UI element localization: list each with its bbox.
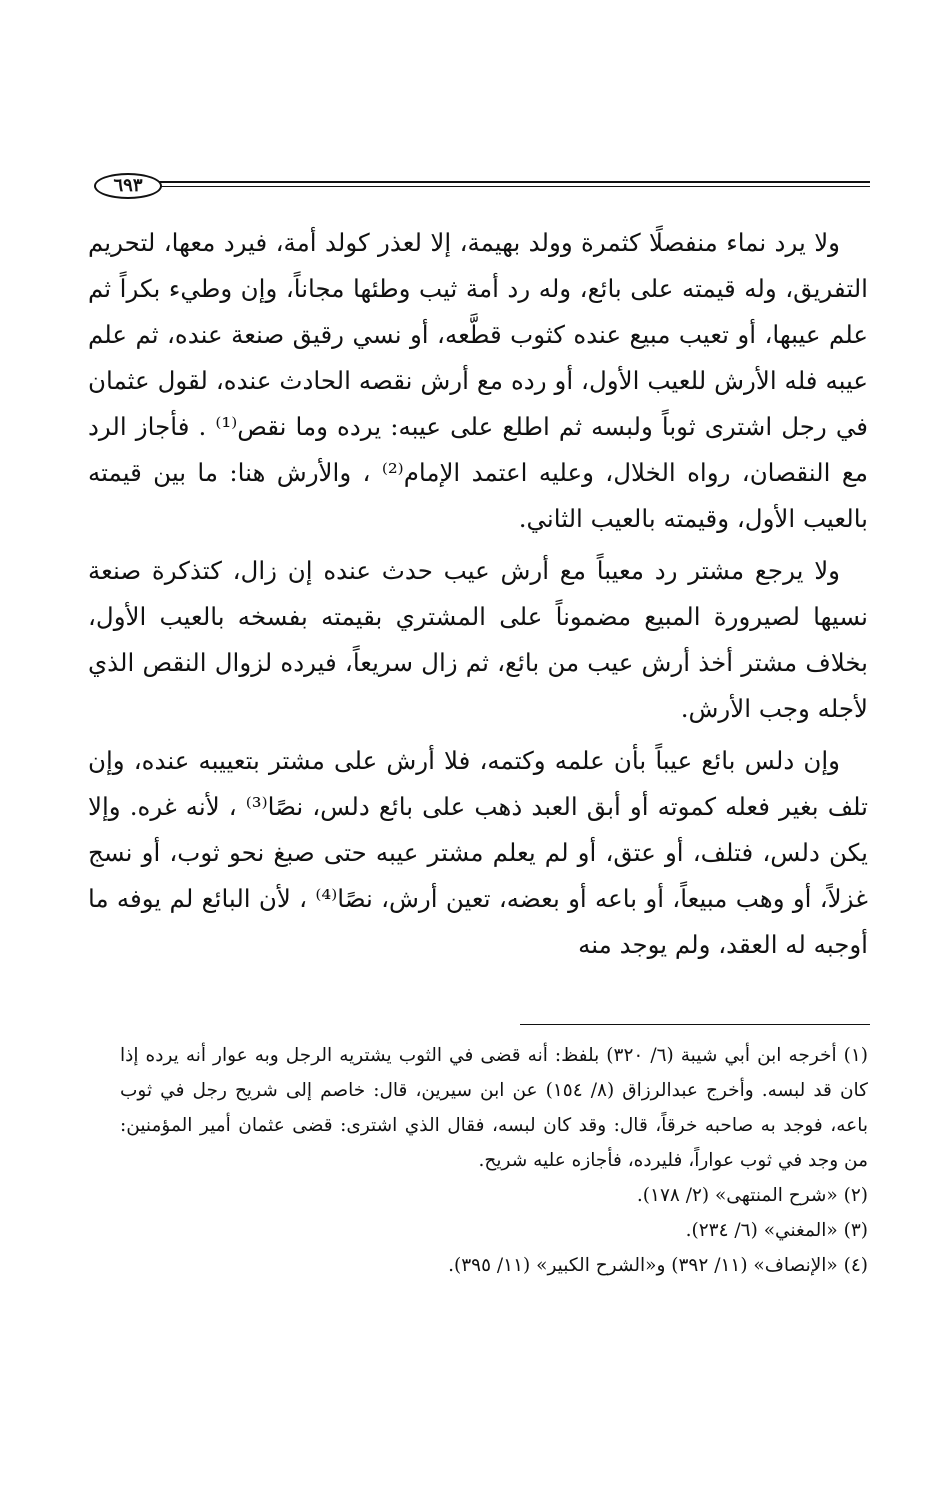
footnote: (٤) «الإنصاف» (١١/ ٣٩٢) و«الشرح الكبير» (١١/ ٣٩٥). — [448, 1255, 868, 1276]
header-rule-thin — [156, 186, 870, 187]
footnote: (١) أخرجه ابن أبي شيبة (٦/ ٣٢٠) بلفظ: أنه قضى في الثوب يشتريه الرجل وبه عوار أنه يرده إذا كان قد لبسه. وأخرج عبدالرزاق (٨/ ١٥٤) عن ابن سيرين، قال: خاصم إلى شريح رجل في ثوب باعه، فوجد به صاحبه خرقاً، قال: وقد كان لبسه، فقال الذي اشترى: قضى عثمان أمير المؤمنين: من وجد في ثوب عواراً، فليرده، فأجازه عليه شريح. — [120, 1045, 868, 1171]
footnote: (٢) «شرح المنتهى» (٢/ ١٧٨). — [636, 1185, 868, 1206]
page-number: ٦٩٣ — [94, 173, 162, 199]
footnote: (٣) «المغني» (٦/ ٢٣٤). — [685, 1220, 868, 1241]
paragraph: ولا يرد نماء منفصلًا كثمرة وولد بهيمة، إلا لعذر كولد أمة، فيرد معها، لتحريم التفريق، وله قيمته على بائع، وله رد أمة ثيب وطئها مجاناً، وإن وطيء بكراً ثم علم عيبها، أو تعيب مبيع عنده كثوب قطَّعه، أو نسي رقيق صنعة عنده، ثم علم عيبه فله الأرش للعيب الأول، أو رده مع أرش نقصه الحادث عنده، لقول عثمان في رجل اشترى ثوباً ولبسه ثم اطلع على عيبه: يرده وما نقص⁽¹⁾ . فأجاز الرد مع النقصان، رواه الخلال، وعليه اعتمد الإمام⁽²⁾ ، والأرش هنا: ما بين قيمته بالعيب الأول، وقيمته بالعيب الثاني. — [88, 228, 868, 533]
footnotes — [120, 1038, 868, 1283]
paragraph: ولا يرجع مشتر رد معيباً مع أرش عيب حدث عنده إن زال، كتذكرة صنعة نسيها لصيرورة المبيع مضموناً على المشتري بقيمته بفسخه بالعيب الأول، بخلاف مشتر أخذ أرش عيب من بائع، ثم زال سريعاً، فيرده لزوال النقص الذي لأجله وجب الأرش. — [88, 556, 868, 723]
header-rule — [156, 181, 870, 183]
paragraph: وإن دلس بائع عيباً بأن علمه وكتمه، فلا أرش على مشتر بتعييبه عنده، وإن تلف بغير فعله كموته أو أبق العبد ذهب على بائع دلس، نصًا⁽³⁾ ، لأنه غره. وإلا يكن دلس، فتلف، أو عتق، أو لم يعلم مشتر عيبه حتى صبغ نحو ثوب، أو نسج غزلاً، أو وهب مبيعاً، أو باعه أو بعضه، تعين أرش، نصًا⁽⁴⁾ ، لأن البائع لم يوفه ما أوجبه له العقد، ولم يوجد منه — [88, 746, 868, 959]
footnote-separator — [520, 1024, 870, 1025]
page-header — [94, 173, 870, 203]
main-text — [88, 220, 868, 974]
